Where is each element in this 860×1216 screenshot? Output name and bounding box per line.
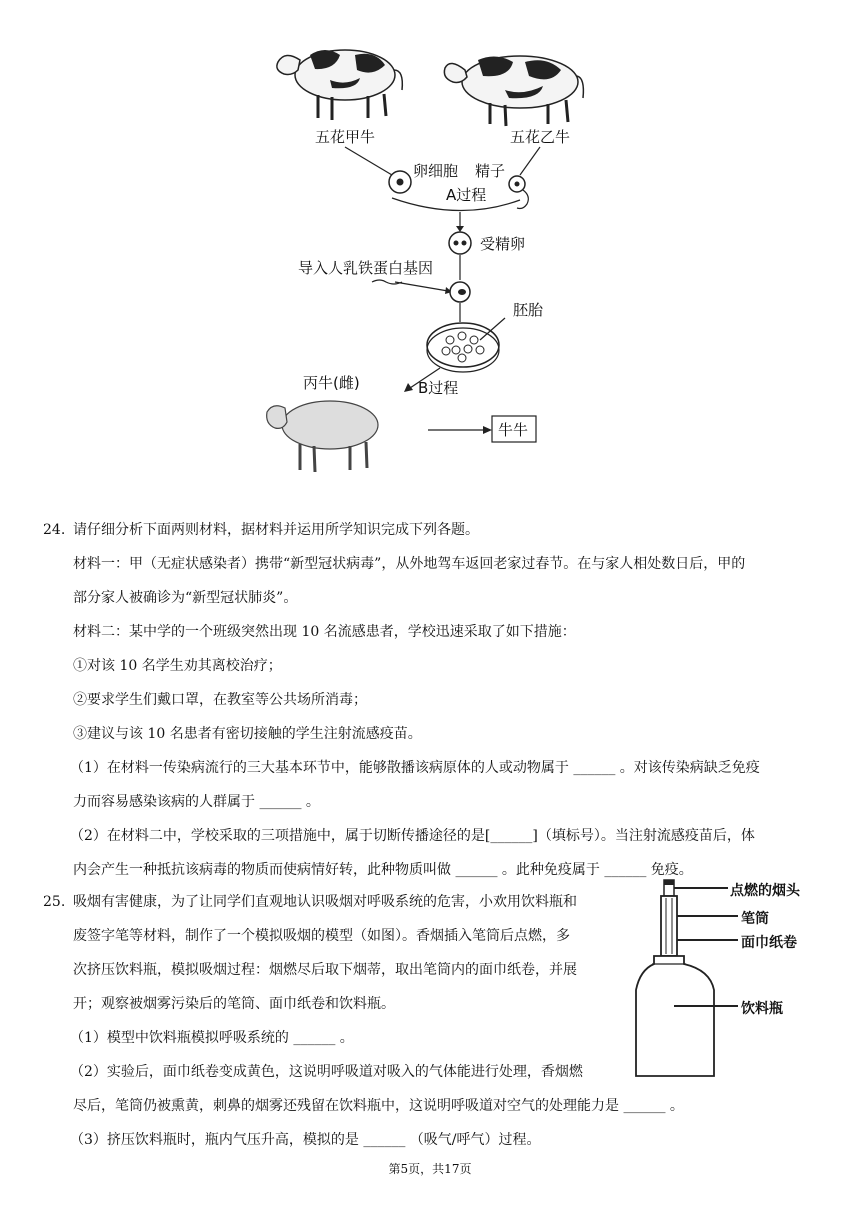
q24-part2-line2: 内会产生一种抵抗该病毒的物质而使病情好转，此种物质叫做 ______ 。此种免疫属于 ______ 免疫。	[73, 862, 693, 878]
smoking-model-svg	[630, 878, 830, 1078]
q25-part2-line2: 尽后，笔筒仍被熏黄，刺鼻的烟雾还残留在饮料瓶中，这说明呼吸道对空气的处理能力是 ______ 。	[73, 1098, 684, 1114]
label-embryo: 胚胎	[513, 301, 544, 319]
figure-label-tissue-roll: 面巾纸卷	[741, 935, 797, 951]
q25-line4: 开；观察被烟雾污染后的笔筒、面巾纸卷和饮料瓶。	[73, 996, 395, 1012]
label-process-b: B过程	[418, 379, 459, 397]
figure-label-pen-tube: 笔筒	[741, 911, 769, 927]
question-24-number: 24.	[43, 522, 66, 538]
q24-measure-1: ①对该 10 名学生劝其离校治疗；	[73, 658, 282, 674]
label-cow-b: 五花乙牛	[510, 128, 571, 146]
label-egg: 卵细胞	[413, 162, 459, 180]
figure-label-cigarette: 点燃的烟头	[730, 883, 800, 899]
question-24-intro: 请仔细分析下面两则材料，据材料并运用所学知识完成下列各题。	[73, 522, 479, 538]
label-result: 牛牛	[498, 421, 529, 439]
q24-part2-line1: （2）在材料二中，学校采取的三项措施中，属于切断传播途径的是[______]（填标号）。当注射流感疫苗后，体	[70, 828, 755, 844]
q25-part3: （3）挤压饮料瓶时，瓶内气压升高，模拟的是 ______ （吸气/呼气）过程。	[70, 1132, 541, 1148]
q25-part2-line1: （2）实验后，面巾纸卷变成黄色，这说明呼吸道对吸入的气体能进行处理，香烟燃	[70, 1064, 583, 1080]
cow-c-image	[267, 401, 378, 472]
label-gene: 导入人乳铁蛋白基因	[298, 259, 434, 277]
page-footer: 第5页，共17页	[388, 1162, 472, 1176]
q25-part1: （1）模型中饮料瓶模拟呼吸系统的 ______ 。	[70, 1030, 354, 1046]
q25-line1: 吸烟有害健康，为了让同学们直观地认识吸烟对呼吸系统的危害，小欢用饮料瓶和	[73, 894, 577, 910]
question-25-number: 25.	[43, 894, 66, 910]
q25-line3: 次挤压饮料瓶，模拟吸烟过程：烟燃尽后取下烟蒂，取出笔筒内的面巾纸卷，并展	[73, 962, 577, 978]
breeding-diagram	[0, 0, 860, 490]
q24-material2: 材料二：某中学的一个班级突然出现 10 名流感患者，学校迅速采取了如下措施：	[73, 624, 576, 640]
smoking-model-figure	[630, 878, 830, 1078]
cow-a-image	[277, 50, 402, 120]
q24-measure-2: ②要求学生们戴口罩，在教室等公共场所消毒；	[73, 692, 367, 708]
label-zygote: 受精卵	[480, 235, 526, 253]
q24-material1-line1: 材料一：甲（无症状感染者）携带“新型冠状病毒”，从外地驾车返回老家过春节。在与家人相处数日后，甲的	[73, 556, 746, 572]
q24-material1-line2: 部分家人被确诊为“新型冠状肺炎”。	[73, 590, 298, 606]
figure-label-bottle: 饮料瓶	[741, 1001, 783, 1017]
label-sperm: 精子	[475, 162, 506, 180]
q25-line2: 废签字笔等材料，制作了一个模拟吸烟的模型（如图）。香烟插入笔筒后点燃，多	[73, 928, 570, 944]
q24-measure-3: ③建议与该 10 名患者有密切接触的学生注射流感疫苗。	[73, 726, 422, 742]
label-process-a: A过程	[446, 186, 487, 204]
q24-part1-line1: （1）在材料一传染病流行的三大基本环节中，能够散播该病原体的人或动物属于 ______ 。对该传染病缺乏免疫	[70, 760, 760, 776]
label-cow-c: 丙牛(雌)	[303, 374, 360, 392]
q24-part1-line2: 力而容易感染该病的人群属于 ______ 。	[73, 794, 320, 810]
breeding-diagram-svg	[0, 0, 860, 490]
label-cow-a: 五花甲牛	[315, 128, 376, 146]
cow-b-image	[444, 56, 583, 126]
